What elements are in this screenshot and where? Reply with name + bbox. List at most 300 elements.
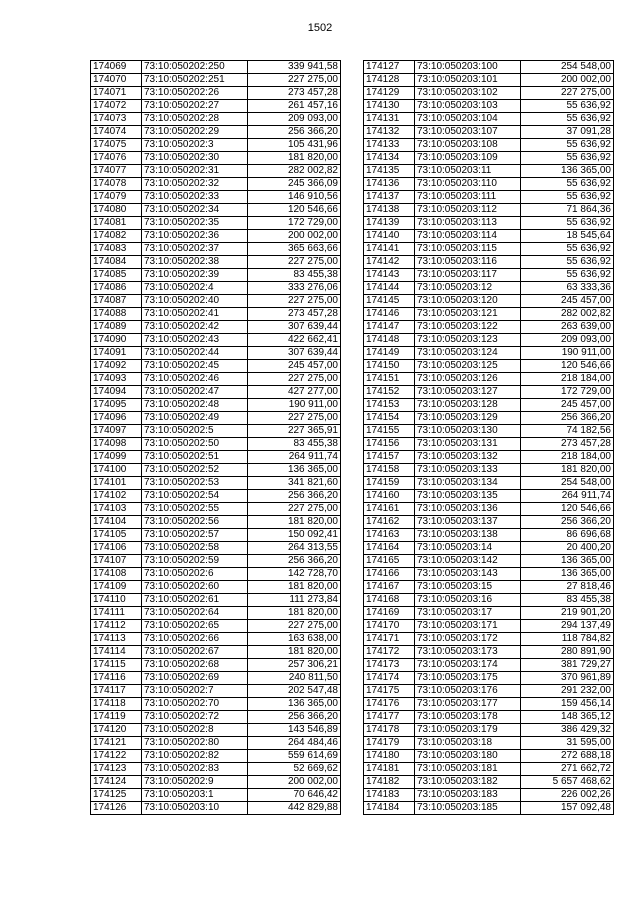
value-cell: 181 820,00	[248, 646, 341, 659]
value-cell: 120 546,66	[248, 204, 341, 217]
row-index-cell: 174094	[91, 386, 142, 399]
value-cell: 227 275,00	[248, 620, 341, 633]
cadastral-number-cell: 73:10:050202:7	[142, 685, 248, 698]
cadastral-number-cell: 73:10:050203:114	[415, 230, 521, 243]
table-row	[91, 178, 341, 191]
row-index-cell: 174121	[91, 737, 142, 750]
value-cell: 307 639,44	[248, 347, 341, 360]
row-index-cell: 174151	[364, 373, 415, 386]
cadastral-number-cell: 73:10:050203:177	[415, 698, 521, 711]
row-index-cell: 174107	[91, 555, 142, 568]
table-row	[364, 568, 614, 581]
cadastral-number-cell: 73:10:050202:42	[142, 321, 248, 334]
table-row	[364, 165, 614, 178]
value-cell: 55 636,92	[521, 269, 614, 282]
value-cell: 27 818,46	[521, 581, 614, 594]
table-row	[364, 477, 614, 490]
value-cell: 148 365,12	[521, 711, 614, 724]
table-row	[364, 217, 614, 230]
value-cell: 181 820,00	[521, 464, 614, 477]
table-row	[364, 776, 614, 789]
cadastral-number-cell: 73:10:050203:124	[415, 347, 521, 360]
table-row	[364, 87, 614, 100]
value-cell: 272 688,18	[521, 750, 614, 763]
cadastral-number-cell: 73:10:050203:143	[415, 568, 521, 581]
row-index-cell: 174090	[91, 334, 142, 347]
row-index-cell: 174155	[364, 425, 415, 438]
table-row	[91, 360, 341, 373]
row-index-cell: 174085	[91, 269, 142, 282]
cadastral-number-cell: 73:10:050202:64	[142, 607, 248, 620]
row-index-cell: 174180	[364, 750, 415, 763]
value-cell: 172 729,00	[248, 217, 341, 230]
cadastral-number-cell: 73:10:050203:181	[415, 763, 521, 776]
table-row	[364, 529, 614, 542]
row-index-cell: 174071	[91, 87, 142, 100]
table-row	[364, 412, 614, 425]
row-index-cell: 174177	[364, 711, 415, 724]
value-cell: 157 092,48	[521, 802, 614, 815]
row-index-cell: 174105	[91, 529, 142, 542]
page-number: 1502	[307, 22, 333, 34]
row-index-cell: 174162	[364, 516, 415, 529]
table-row	[364, 464, 614, 477]
row-index-cell: 174083	[91, 243, 142, 256]
value-cell: 143 546,89	[248, 724, 341, 737]
table-row	[91, 529, 341, 542]
value-cell: 111 273,84	[248, 594, 341, 607]
value-cell: 282 002,82	[248, 165, 341, 178]
table-row	[364, 308, 614, 321]
row-index-cell: 174136	[364, 178, 415, 191]
table-row	[91, 672, 341, 685]
value-cell: 559 614,69	[248, 750, 341, 763]
table-row	[91, 685, 341, 698]
table-row	[91, 230, 341, 243]
row-index-cell: 174146	[364, 308, 415, 321]
cadastral-number-cell: 73:10:050203:135	[415, 490, 521, 503]
table-row	[364, 282, 614, 295]
row-index-cell: 174089	[91, 321, 142, 334]
row-index-cell: 174135	[364, 165, 415, 178]
row-index-cell: 174130	[364, 100, 415, 113]
cadastral-number-cell: 73:10:050203:18	[415, 737, 521, 750]
table-row	[364, 724, 614, 737]
cadastral-number-cell: 73:10:050202:47	[142, 386, 248, 399]
row-index-cell: 174158	[364, 464, 415, 477]
row-index-cell: 174102	[91, 490, 142, 503]
table-row	[91, 126, 341, 139]
table-row	[91, 620, 341, 633]
row-index-cell: 174088	[91, 308, 142, 321]
cadastral-number-cell: 73:10:050203:16	[415, 594, 521, 607]
row-index-cell: 174095	[91, 399, 142, 412]
table-row	[364, 737, 614, 750]
cadastral-number-cell: 73:10:050203:11	[415, 165, 521, 178]
table-row	[91, 269, 341, 282]
value-cell: 227 275,00	[521, 87, 614, 100]
value-cell: 172 729,00	[521, 386, 614, 399]
cadastral-number-cell: 73:10:050202:56	[142, 516, 248, 529]
table-row	[91, 74, 341, 87]
row-index-cell: 174137	[364, 191, 415, 204]
value-cell: 264 911,74	[521, 490, 614, 503]
cadastral-number-cell: 73:10:050202:34	[142, 204, 248, 217]
value-cell: 282 002,82	[521, 308, 614, 321]
cadastral-number-cell: 73:10:050202:57	[142, 529, 248, 542]
row-index-cell: 174184	[364, 802, 415, 815]
row-index-cell: 174166	[364, 568, 415, 581]
cadastral-number-cell: 73:10:050203:131	[415, 438, 521, 451]
cadastral-number-cell: 73:10:050202:28	[142, 113, 248, 126]
row-index-cell: 174178	[364, 724, 415, 737]
table-row	[91, 165, 341, 178]
value-cell: 245 366,09	[248, 178, 341, 191]
value-cell: 226 002,26	[521, 789, 614, 802]
row-index-cell: 174096	[91, 412, 142, 425]
table-row	[91, 633, 341, 646]
table-row	[364, 256, 614, 269]
cadastral-number-cell: 73:10:050203:1	[142, 789, 248, 802]
value-cell: 307 639,44	[248, 321, 341, 334]
cadastral-number-cell: 73:10:050203:142	[415, 555, 521, 568]
value-cell: 365 663,66	[248, 243, 341, 256]
row-index-cell: 174147	[364, 321, 415, 334]
value-cell: 218 184,00	[521, 373, 614, 386]
table-row	[91, 191, 341, 204]
cadastral-number-cell: 73:10:050203:175	[415, 672, 521, 685]
table-row	[91, 282, 341, 295]
cadastral-number-cell: 73:10:050203:171	[415, 620, 521, 633]
value-cell: 20 400,20	[521, 542, 614, 555]
value-cell: 55 636,92	[521, 113, 614, 126]
value-cell: 227 275,00	[248, 74, 341, 87]
cadastral-number-cell: 73:10:050203:108	[415, 139, 521, 152]
table-row	[364, 295, 614, 308]
value-cell: 190 911,00	[521, 347, 614, 360]
value-cell: 150 092,41	[248, 529, 341, 542]
cadastral-number-cell: 73:10:050203:123	[415, 334, 521, 347]
row-index-cell: 174165	[364, 555, 415, 568]
value-cell: 280 891,90	[521, 646, 614, 659]
value-cell: 245 457,00	[521, 399, 614, 412]
table-row	[364, 763, 614, 776]
table-row	[91, 776, 341, 789]
table-row	[364, 620, 614, 633]
row-index-cell: 174091	[91, 347, 142, 360]
table-row	[91, 100, 341, 113]
cadastral-number-cell: 73:10:050203:116	[415, 256, 521, 269]
cadastral-number-cell: 73:10:050202:3	[142, 139, 248, 152]
cadastral-number-cell: 73:10:050203:15	[415, 581, 521, 594]
value-cell: 83 455,38	[248, 438, 341, 451]
value-cell: 422 662,41	[248, 334, 341, 347]
cadastral-number-cell: 73:10:050202:55	[142, 503, 248, 516]
cadastral-number-cell: 73:10:050203:121	[415, 308, 521, 321]
cadastral-number-cell: 73:10:050203:113	[415, 217, 521, 230]
table-row	[91, 802, 341, 815]
table-row	[364, 490, 614, 503]
row-index-cell: 174106	[91, 542, 142, 555]
cadastral-number-cell: 73:10:050202:59	[142, 555, 248, 568]
value-cell: 55 636,92	[521, 243, 614, 256]
cadastral-number-cell: 73:10:050203:101	[415, 74, 521, 87]
value-cell: 55 636,92	[521, 152, 614, 165]
row-index-cell: 174101	[91, 477, 142, 490]
table-row	[364, 399, 614, 412]
cadastral-number-cell: 73:10:050203:112	[415, 204, 521, 217]
cadastral-number-cell: 73:10:050202:40	[142, 295, 248, 308]
value-cell: 142 728,70	[248, 568, 341, 581]
row-index-cell: 174109	[91, 581, 142, 594]
row-index-cell: 174098	[91, 438, 142, 451]
value-cell: 74 182,56	[521, 425, 614, 438]
value-cell: 136 365,00	[248, 698, 341, 711]
row-index-cell: 174152	[364, 386, 415, 399]
table-row	[364, 126, 614, 139]
table-row	[91, 646, 341, 659]
cadastral-number-cell: 73:10:050203:133	[415, 464, 521, 477]
cadastral-number-cell: 73:10:050202:9	[142, 776, 248, 789]
value-cell: 159 456,14	[521, 698, 614, 711]
row-index-cell: 174113	[91, 633, 142, 646]
table-row	[364, 139, 614, 152]
table-row	[91, 217, 341, 230]
row-index-cell: 174176	[364, 698, 415, 711]
value-cell: 118 784,82	[521, 633, 614, 646]
table-row	[91, 139, 341, 152]
row-index-cell: 174111	[91, 607, 142, 620]
cadastral-number-cell: 73:10:050203:104	[415, 113, 521, 126]
value-cell: 181 820,00	[248, 516, 341, 529]
table-row	[91, 334, 341, 347]
cadastral-number-cell: 73:10:050202:67	[142, 646, 248, 659]
table-row	[364, 542, 614, 555]
cadastral-number-cell: 73:10:050203:134	[415, 477, 521, 490]
cadastral-number-cell: 73:10:050202:4	[142, 282, 248, 295]
table-row	[364, 204, 614, 217]
value-cell: 219 901,20	[521, 607, 614, 620]
table-row	[364, 646, 614, 659]
row-index-cell: 174160	[364, 490, 415, 503]
cadastral-number-cell: 73:10:050203:115	[415, 243, 521, 256]
value-cell: 181 820,00	[248, 152, 341, 165]
cadastral-number-cell: 73:10:050203:107	[415, 126, 521, 139]
row-index-cell: 174133	[364, 139, 415, 152]
table-row	[91, 87, 341, 100]
table-row	[91, 308, 341, 321]
table-row	[91, 659, 341, 672]
row-index-cell: 174114	[91, 646, 142, 659]
value-cell: 227 365,91	[248, 425, 341, 438]
cadastral-number-cell: 73:10:050203:103	[415, 100, 521, 113]
row-index-cell: 174131	[364, 113, 415, 126]
cadastral-number-cell: 73:10:050202:50	[142, 438, 248, 451]
row-index-cell: 174163	[364, 529, 415, 542]
row-index-cell: 174127	[364, 61, 415, 74]
row-index-cell: 174144	[364, 282, 415, 295]
row-index-cell: 174173	[364, 659, 415, 672]
cadastral-table-left	[90, 60, 341, 815]
table-row	[364, 594, 614, 607]
value-cell: 31 595,00	[521, 737, 614, 750]
table-row	[364, 451, 614, 464]
value-cell: 55 636,92	[521, 217, 614, 230]
cadastral-number-cell: 73:10:050203:10	[142, 802, 248, 815]
table-row	[91, 594, 341, 607]
cadastral-number-cell: 73:10:050203:130	[415, 425, 521, 438]
cadastral-number-cell: 73:10:050202:60	[142, 581, 248, 594]
value-cell: 341 821,60	[248, 477, 341, 490]
table-row	[91, 399, 341, 412]
table-row	[91, 568, 341, 581]
value-cell: 209 093,00	[521, 334, 614, 347]
row-index-cell: 174078	[91, 178, 142, 191]
value-cell: 146 910,56	[248, 191, 341, 204]
cadastral-number-cell: 73:10:050203:183	[415, 789, 521, 802]
row-index-cell: 174086	[91, 282, 142, 295]
value-cell: 55 636,92	[521, 139, 614, 152]
value-cell: 227 275,00	[248, 373, 341, 386]
table-row	[364, 711, 614, 724]
cadastral-number-cell: 73:10:050203:102	[415, 87, 521, 100]
cadastral-number-cell: 73:10:050202:49	[142, 412, 248, 425]
row-index-cell: 174092	[91, 360, 142, 373]
row-index-cell: 174132	[364, 126, 415, 139]
cadastral-number-cell: 73:10:050202:41	[142, 308, 248, 321]
table-row	[91, 204, 341, 217]
value-cell: 200 002,00	[521, 74, 614, 87]
cadastral-number-cell: 73:10:050202:52	[142, 464, 248, 477]
table-row	[91, 152, 341, 165]
cadastral-number-cell: 73:10:050203:100	[415, 61, 521, 74]
cadastral-number-cell: 73:10:050203:126	[415, 373, 521, 386]
table-row	[91, 503, 341, 516]
table-row	[91, 490, 341, 503]
cadastral-number-cell: 73:10:050203:120	[415, 295, 521, 308]
table-row	[364, 347, 614, 360]
table-row	[91, 737, 341, 750]
value-cell: 52 669,62	[248, 763, 341, 776]
row-index-cell: 174159	[364, 477, 415, 490]
row-index-cell: 174138	[364, 204, 415, 217]
value-cell: 18 545,64	[521, 230, 614, 243]
cadastral-number-cell: 73:10:050203:180	[415, 750, 521, 763]
row-index-cell: 174084	[91, 256, 142, 269]
row-index-cell: 174069	[91, 61, 142, 74]
cadastral-number-cell: 73:10:050202:36	[142, 230, 248, 243]
table-row	[364, 516, 614, 529]
value-cell: 136 365,00	[521, 568, 614, 581]
cadastral-number-cell: 73:10:050203:179	[415, 724, 521, 737]
value-cell: 256 366,20	[248, 126, 341, 139]
table-row	[364, 178, 614, 191]
cadastral-number-cell: 73:10:050203:111	[415, 191, 521, 204]
table-row	[364, 607, 614, 620]
table-row	[91, 61, 341, 74]
row-index-cell: 174082	[91, 230, 142, 243]
table-row	[364, 269, 614, 282]
table-row	[91, 555, 341, 568]
value-cell: 218 184,00	[521, 451, 614, 464]
row-index-cell: 174116	[91, 672, 142, 685]
cadastral-number-cell: 73:10:050202:82	[142, 750, 248, 763]
value-cell: 71 864,36	[521, 204, 614, 217]
table-row	[91, 607, 341, 620]
table-row	[91, 477, 341, 490]
row-index-cell: 174149	[364, 347, 415, 360]
row-index-cell: 174099	[91, 451, 142, 464]
cadastral-number-cell: 73:10:050202:65	[142, 620, 248, 633]
table-row	[364, 503, 614, 516]
value-cell: 200 002,00	[248, 230, 341, 243]
row-index-cell: 174139	[364, 217, 415, 230]
cadastral-number-cell: 73:10:050202:72	[142, 711, 248, 724]
value-cell: 227 275,00	[248, 256, 341, 269]
table-row	[364, 698, 614, 711]
value-cell: 386 429,32	[521, 724, 614, 737]
cadastral-number-cell: 73:10:050202:53	[142, 477, 248, 490]
value-cell: 256 366,20	[248, 711, 341, 724]
row-index-cell: 174112	[91, 620, 142, 633]
value-cell: 263 639,00	[521, 321, 614, 334]
cadastral-number-cell: 73:10:050202:70	[142, 698, 248, 711]
table-row	[364, 360, 614, 373]
cadastral-number-cell: 73:10:050203:129	[415, 412, 521, 425]
value-cell: 256 366,20	[521, 516, 614, 529]
table-row	[91, 763, 341, 776]
row-index-cell: 174174	[364, 672, 415, 685]
value-cell: 291 232,00	[521, 685, 614, 698]
row-index-cell: 174170	[364, 620, 415, 633]
table-row	[91, 113, 341, 126]
cadastral-number-cell: 73:10:050202:30	[142, 152, 248, 165]
value-cell: 245 457,00	[248, 360, 341, 373]
table-row	[364, 321, 614, 334]
row-index-cell: 174156	[364, 438, 415, 451]
row-index-cell: 174120	[91, 724, 142, 737]
cadastral-number-cell: 73:10:050202:68	[142, 659, 248, 672]
row-index-cell: 174128	[364, 74, 415, 87]
table-row	[364, 555, 614, 568]
cadastral-number-cell: 73:10:050203:182	[415, 776, 521, 789]
value-cell: 105 431,96	[248, 139, 341, 152]
table-row	[364, 750, 614, 763]
cadastral-number-cell: 73:10:050202:69	[142, 672, 248, 685]
row-index-cell: 174143	[364, 269, 415, 282]
value-cell: 209 093,00	[248, 113, 341, 126]
table-row	[91, 295, 341, 308]
row-index-cell: 174076	[91, 152, 142, 165]
value-cell: 227 275,00	[248, 503, 341, 516]
cadastral-number-cell: 73:10:050202:8	[142, 724, 248, 737]
value-cell: 136 365,00	[521, 165, 614, 178]
row-index-cell: 174087	[91, 295, 142, 308]
row-index-cell: 174081	[91, 217, 142, 230]
value-cell: 257 306,21	[248, 659, 341, 672]
row-index-cell: 174124	[91, 776, 142, 789]
row-index-cell: 174168	[364, 594, 415, 607]
cadastral-number-cell: 73:10:050203:172	[415, 633, 521, 646]
value-cell: 294 137,49	[521, 620, 614, 633]
value-cell: 273 457,28	[248, 87, 341, 100]
table-row	[364, 334, 614, 347]
row-index-cell: 174157	[364, 451, 415, 464]
value-cell: 264 313,55	[248, 542, 341, 555]
cadastral-number-cell: 73:10:050202:39	[142, 269, 248, 282]
table-row	[364, 672, 614, 685]
value-cell: 381 729,27	[521, 659, 614, 672]
